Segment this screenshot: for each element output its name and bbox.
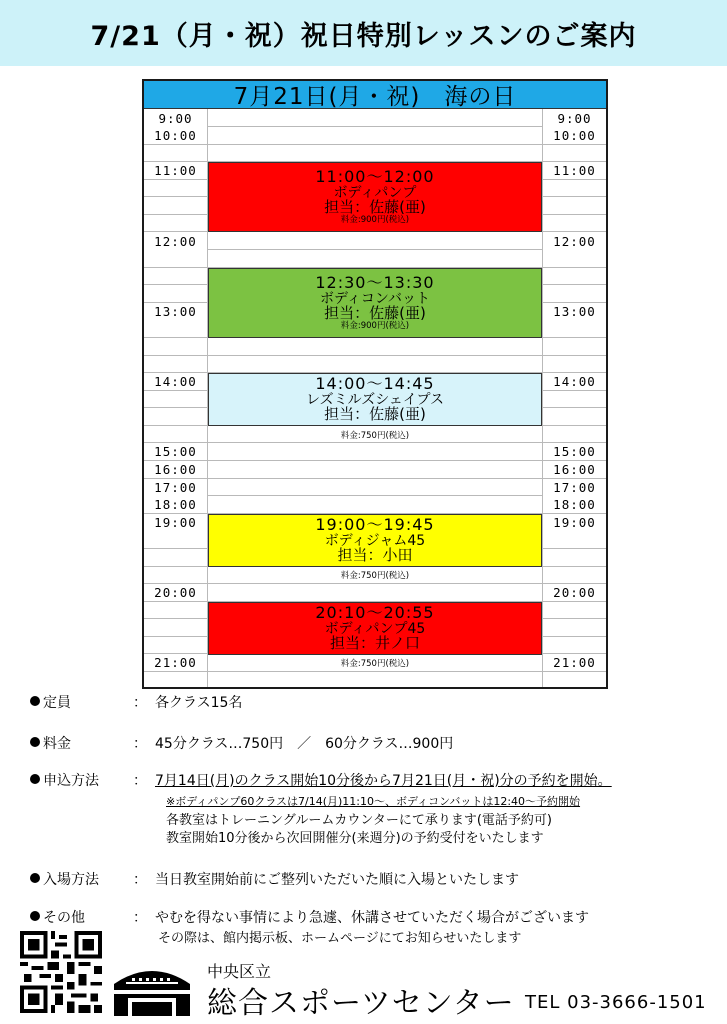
class-time: 11:00～12:00 <box>315 166 435 186</box>
bullet-icon <box>30 873 40 883</box>
info-entry <box>30 869 519 889</box>
class-instructor: 担当：佐藤(亜) <box>324 405 426 424</box>
time-label-right: 19:00 <box>543 514 606 531</box>
time-label-right: 20:00 <box>543 584 606 601</box>
info-label: 申込方法 <box>43 773 99 789</box>
info-colon: ： <box>133 773 147 789</box>
info-colon: ： <box>133 695 147 711</box>
class-block <box>208 268 542 338</box>
class-time: 12:30～13:30 <box>315 272 435 292</box>
schedule-date: 7月21日(月・祝) 海の日 <box>233 84 517 110</box>
class-name: ボディパンプ45 <box>324 620 426 637</box>
class-instructor: 担当：小田 <box>337 546 413 565</box>
info-label: 入場方法 <box>43 872 99 888</box>
time-label-left: 15:00 <box>144 443 207 460</box>
info-value: 各クラス15名 <box>155 695 243 711</box>
info-value: 45分クラス…750円 ／ 60分クラス…900円 <box>155 736 454 752</box>
time-label-left: 13:00 <box>144 303 207 320</box>
time-label-right: 18:00 <box>543 496 606 513</box>
time-label-left: 14:00 <box>144 373 207 390</box>
bullet-icon <box>30 737 40 747</box>
class-name: ボディコンバット <box>320 290 430 307</box>
info-fee <box>30 733 453 753</box>
time-label-right: 15:00 <box>543 443 606 460</box>
apply-detail: 各教室はトレーニングルームカウンターにて承ります(電話予約可) <box>166 813 552 828</box>
grid-line <box>144 671 606 672</box>
info-colon: ： <box>133 910 147 926</box>
schedule-table <box>142 79 608 689</box>
info-colon: ： <box>133 872 147 888</box>
time-label-left: 11:00 <box>144 162 207 179</box>
class-name: ボディジャム45 <box>324 532 426 549</box>
class-name: レズミルズシェイプス <box>306 391 444 408</box>
qr-code-icon[interactable] <box>20 931 102 1013</box>
info-apply <box>30 770 612 790</box>
page-title: 7/21（月・祝）祝日特別レッスンのご案内 <box>90 20 637 52</box>
class-block <box>208 602 542 655</box>
time-label-left: 17:00 <box>144 479 207 496</box>
time-label-left: 20:00 <box>144 584 207 601</box>
org-ward: 中央区立 <box>207 962 272 981</box>
grid-line <box>144 355 606 356</box>
time-label-right: 14:00 <box>543 373 606 390</box>
class-time: 19:00～19:45 <box>315 514 435 534</box>
time-label-right: 13:00 <box>543 303 606 320</box>
time-label-right: 21:00 <box>543 654 606 671</box>
grid-line <box>144 495 606 496</box>
info-value: 7月14日(月)のクラス開始10分後から7月21日(月・祝)分の予約を開始。 <box>155 773 612 789</box>
class-fee: 料金:750円(税込) <box>340 431 410 441</box>
time-label-right: 11:00 <box>543 162 606 179</box>
time-label-right: 9:00 <box>543 110 606 127</box>
class-instructor: 担当：佐藤(亜) <box>324 304 426 323</box>
bullet-icon <box>30 696 40 706</box>
time-label-left: 18:00 <box>144 496 207 513</box>
bullet-icon <box>30 774 40 784</box>
time-label-left: 12:00 <box>144 233 207 250</box>
grid-line <box>144 144 606 145</box>
apply-detail: 教室開始10分後から次回開催分(来週分)の予約受付をいたします <box>166 831 544 846</box>
info-label: 料金 <box>43 736 71 752</box>
info-value: 当日教室開始前にご整列いただいた順に入場といたします <box>155 872 519 888</box>
apply-note: ※ボディパンプ60クラスは7/14(月)11:10～、ボディコンバットは12:40～予約開始 <box>166 795 581 808</box>
grid-line <box>144 478 606 479</box>
grid-line <box>144 460 606 461</box>
class-block <box>208 514 542 567</box>
org-name: 総合スポーツセンター <box>207 986 515 1021</box>
info-capacity <box>30 692 242 712</box>
bullet-icon <box>30 911 40 921</box>
info-other <box>30 907 589 927</box>
class-fee: 料金:900円(税込) <box>340 215 410 226</box>
time-label-right: 16:00 <box>543 461 606 478</box>
time-label-left: 19:00 <box>144 514 207 531</box>
class-time: 20:10～20:55 <box>315 602 435 622</box>
time-label-right: 10:00 <box>543 127 606 144</box>
info-colon: ： <box>133 736 147 752</box>
info-label: その他 <box>43 910 85 926</box>
class-instructor: 担当：佐藤(亜) <box>324 198 426 217</box>
schedule-header <box>144 81 606 109</box>
class-fee: 料金:900円(税込) <box>340 321 410 332</box>
other-detail: その際は、館内掲示板、ホームページにてお知らせいたします <box>158 931 522 946</box>
info-value: やむを得ない事情により急遽、休講させていただく場合がございます <box>155 910 589 926</box>
time-label-left: 21:00 <box>144 654 207 671</box>
time-label-right: 17:00 <box>543 479 606 496</box>
phone-number[interactable]: TEL 03-3666-1501 <box>525 992 707 1013</box>
time-label-left: 10:00 <box>144 127 207 144</box>
info-label: 定員 <box>43 695 71 711</box>
grid-line <box>144 249 606 250</box>
class-fee: 料金:750円(税込) <box>340 659 410 669</box>
class-block <box>208 373 542 426</box>
class-instructor: 担当：井ノ口 <box>329 634 420 653</box>
class-time: 14:00～14:45 <box>315 373 435 393</box>
class-fee: 料金:750円(税込) <box>340 571 410 581</box>
time-label-left: 16:00 <box>144 461 207 478</box>
time-label-right: 12:00 <box>543 233 606 250</box>
title-banner <box>0 0 727 66</box>
grid-line <box>144 126 606 127</box>
class-name: ボディパンプ <box>333 184 417 201</box>
class-block <box>208 162 542 232</box>
building-logo-icon <box>112 964 192 1016</box>
grid-line <box>144 583 606 584</box>
time-label-left: 9:00 <box>144 110 207 127</box>
